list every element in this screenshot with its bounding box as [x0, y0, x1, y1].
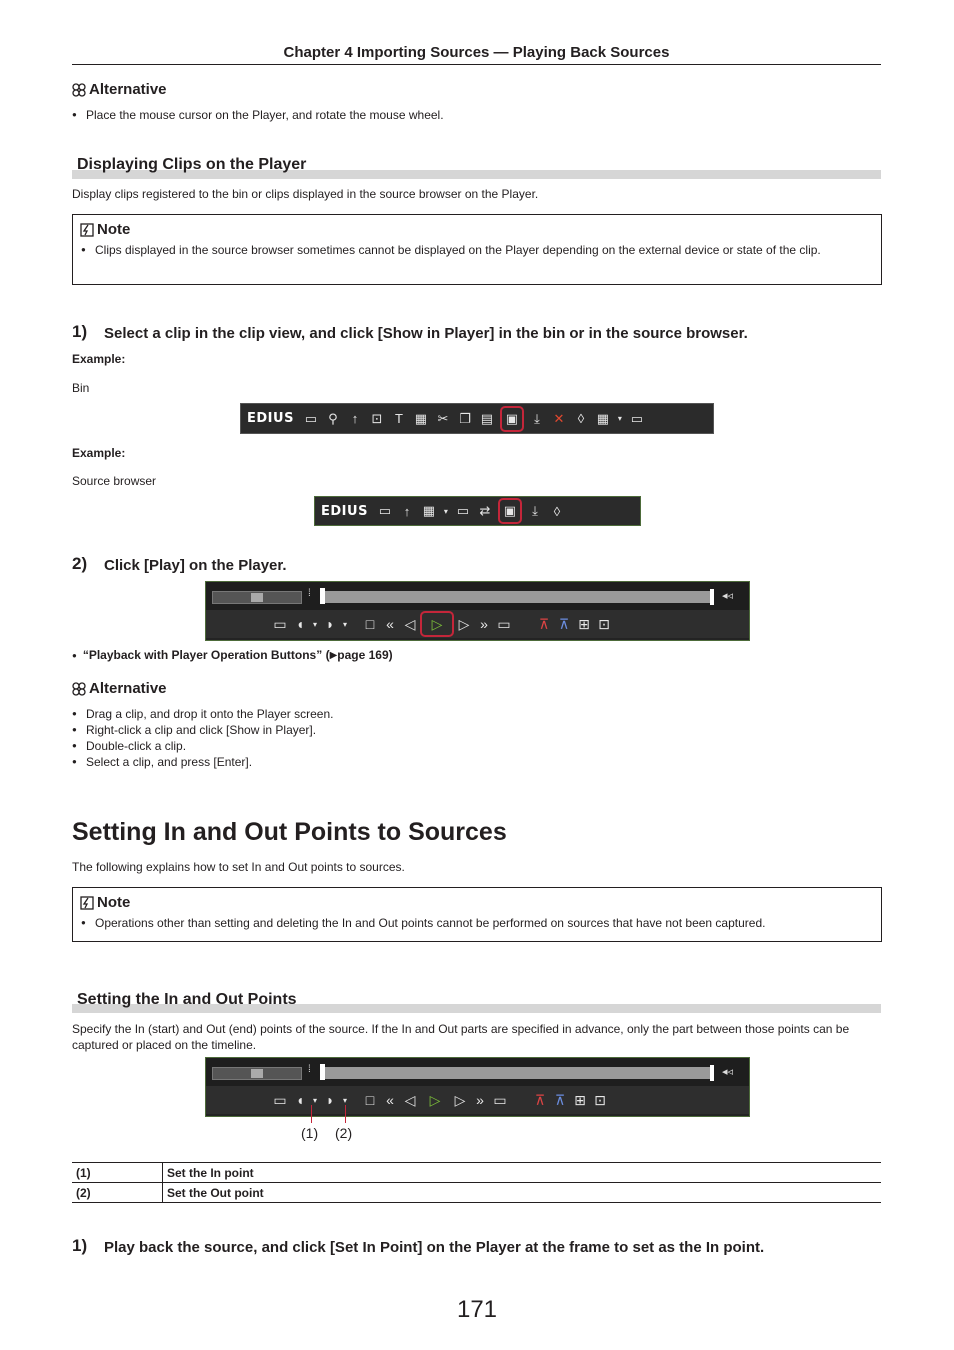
table-row — [72, 1183, 881, 1203]
copy-icon[interactable]: ❐ — [459, 410, 471, 426]
reference-page[interactable]: page 169) — [337, 648, 393, 662]
loop-playback-button[interactable]: ▭ — [497, 615, 511, 632]
jog-slider[interactable] — [212, 591, 302, 604]
player-panel — [205, 1057, 750, 1117]
show-in-player-icon[interactable]: ▣ — [500, 406, 524, 432]
section-intro: Specify the In (start) and Out (end) points of the source. If the In and Out parts are specified in advance, only the part between those points can be captured or placed on the timeline. — [72, 1022, 850, 1052]
chevron-down-icon[interactable]: ▾ — [342, 1095, 347, 1105]
end-marker — [710, 589, 714, 605]
edius-logo: EDIUS — [321, 503, 368, 519]
bullet: ● — [72, 650, 77, 660]
note-box — [72, 887, 882, 942]
callout-line — [311, 1105, 312, 1123]
stop-button[interactable]: □ — [365, 1092, 375, 1108]
rewind-button[interactable]: « — [386, 1092, 394, 1108]
section-title: Displaying Clips on the Player — [77, 156, 307, 173]
step-number: 1) — [72, 322, 88, 341]
play-button[interactable]: ▷ — [420, 611, 454, 637]
alternative-heading — [72, 81, 167, 98]
delete-icon[interactable]: ✕ — [553, 410, 565, 426]
table-row — [72, 1163, 881, 1183]
alternative-title: Alternative — [89, 81, 167, 98]
cut-icon[interactable]: ✂ — [437, 410, 449, 426]
rewind-button[interactable]: « — [386, 616, 394, 632]
list-item: ● Place the mouse cursor on the Player, and rotate the mouse wheel. — [72, 107, 872, 123]
sync-icon[interactable]: ⊡ — [594, 1091, 606, 1108]
set-in-point-button[interactable]: ◖ — [295, 1092, 305, 1108]
playhead[interactable] — [320, 1064, 325, 1080]
properties-icon[interactable]: ◊ — [553, 503, 561, 519]
audio-icon[interactable]: ◂◃ — [722, 590, 734, 602]
list-item: ● Operations other than setting and deleting the In and Out points cannot be performed on sources that have not been captured. — [81, 915, 869, 931]
list-item: ● Double-click a clip. — [72, 738, 872, 754]
source-browser-toolbar — [314, 496, 641, 526]
next-frame-button[interactable]: ▷ — [458, 615, 470, 632]
table-cell: Set the Out point — [163, 1183, 882, 1203]
properties-icon[interactable]: ◊ — [577, 411, 585, 426]
note-box — [72, 214, 882, 285]
chevron-down-icon[interactable]: ▾ — [312, 619, 317, 629]
alternative-icon — [72, 682, 86, 696]
bin-toolbar — [240, 403, 714, 434]
paste-icon[interactable]: ▤ — [480, 410, 494, 426]
color-bar-icon[interactable]: ▦ — [414, 410, 428, 426]
folder-icon[interactable]: ▭ — [304, 410, 318, 426]
up-folder-icon[interactable]: ↑ — [403, 503, 411, 519]
chevron-down-icon[interactable]: ▾ — [617, 414, 622, 423]
section-intro: Display clips registered to the bin or clips displayed in the source browser on the Player. — [72, 187, 539, 201]
callout-label: (2) — [335, 1125, 353, 1141]
playhead[interactable] — [320, 588, 325, 604]
previous-frame-button[interactable]: ◁ — [404, 615, 416, 632]
edius-logo: EDIUS — [247, 411, 294, 426]
fast-forward-button[interactable]: » — [476, 1092, 484, 1108]
title-icon[interactable]: T — [394, 411, 403, 426]
alternative-icon — [72, 83, 86, 97]
reference-text[interactable]: “Playback with Player Operation Buttons” ( — [82, 648, 330, 662]
insert-to-timeline-button[interactable]: ⊼ — [538, 615, 550, 632]
step-text: Play back the source, and click [Set In Point] on the Player at the frame to set as the In point. — [104, 1239, 765, 1256]
set-in-point-button[interactable]: ◖ — [295, 616, 305, 632]
fast-forward-button[interactable]: » — [480, 616, 488, 632]
note-title: Note — [97, 894, 131, 911]
previous-frame-button[interactable]: ◁ — [404, 1091, 416, 1108]
table-cell: (1) — [72, 1163, 163, 1183]
note-heading — [80, 894, 881, 911]
in-marker-icon: ⁞ — [308, 1064, 311, 1075]
jog-handle[interactable] — [251, 593, 263, 602]
player-timeline-row — [206, 1058, 749, 1086]
add-to-timeline-icon[interactable]: ⤓ — [534, 410, 540, 426]
overwrite-to-timeline-button[interactable]: ⊼ — [554, 1091, 566, 1108]
header-rule — [72, 64, 881, 65]
section-intro: The following explains how to set In and Out points to sources. — [72, 860, 405, 874]
player-panel — [205, 581, 750, 641]
play-button[interactable]: ▷ — [429, 1091, 441, 1108]
match-frame-icon[interactable]: ▭ — [273, 1091, 287, 1108]
jog-slider[interactable] — [212, 1067, 302, 1080]
chevron-down-icon[interactable]: ▾ — [342, 619, 347, 629]
set-out-point-button[interactable]: ◗ — [325, 1092, 335, 1108]
player-timeline-row — [206, 582, 749, 610]
note-list — [81, 915, 869, 931]
export-menu-button[interactable]: ⊞ — [578, 615, 590, 632]
view-mode-icon[interactable]: ▦ — [596, 410, 610, 426]
batch-icon[interactable]: ▭ — [630, 410, 644, 426]
note-icon — [80, 896, 94, 910]
callout-label: (1) — [301, 1125, 319, 1141]
reference-link[interactable] — [72, 648, 393, 662]
table-cell: Set the In point — [163, 1163, 882, 1183]
note-title: Note — [97, 221, 131, 238]
example-caption: Bin — [72, 381, 90, 395]
alternative-title: Alternative — [89, 680, 167, 697]
alternative-heading — [72, 680, 167, 697]
list-item: ● Right-click a clip and click [Show in Player]. — [72, 722, 872, 738]
export-menu-button[interactable]: ⊞ — [574, 1091, 586, 1108]
jog-handle[interactable] — [251, 1069, 263, 1078]
page-number: 171 — [456, 1296, 498, 1323]
callout-line — [345, 1105, 346, 1123]
note-icon — [80, 223, 94, 237]
step-text: Select a clip in the clip view, and click [Show in Player] in the bin or in the source browser. — [104, 325, 748, 342]
sync-icon[interactable]: ⊡ — [598, 615, 610, 632]
player-controls — [206, 1086, 749, 1114]
search-icon[interactable]: ⚲ — [328, 410, 338, 426]
transfer-icon[interactable]: ⇄ — [479, 503, 491, 518]
example-caption: Source browser — [72, 474, 157, 488]
loop-playback-button[interactable]: ▭ — [493, 1091, 507, 1108]
alternative-list — [72, 706, 872, 770]
chevron-down-icon[interactable]: ▾ — [443, 506, 448, 516]
example-label: Example: — [72, 446, 126, 460]
chevron-down-icon[interactable]: ▾ — [312, 1095, 317, 1105]
end-marker — [710, 1065, 714, 1081]
page-heading: Setting In and Out Points to Sources — [72, 818, 507, 846]
step-number: 2) — [72, 554, 88, 573]
overwrite-to-timeline-button[interactable]: ⊼ — [558, 615, 570, 632]
position-bar[interactable] — [320, 1067, 712, 1079]
in-marker-icon: ⁞ — [308, 588, 311, 599]
set-out-point-button[interactable]: ◗ — [325, 616, 335, 632]
section-title: Setting the In and Out Points — [77, 991, 297, 1008]
audio-icon[interactable]: ◂◃ — [722, 1066, 734, 1078]
table-cell: (2) — [72, 1183, 163, 1203]
add-to-timeline-icon[interactable]: ⤓ — [532, 503, 538, 518]
new-folder-icon[interactable]: ⊡ — [371, 410, 383, 426]
note-heading — [80, 221, 881, 238]
position-bar[interactable] — [320, 591, 712, 603]
step-number: 1) — [72, 1236, 88, 1255]
stop-button[interactable]: □ — [365, 616, 375, 632]
insert-to-timeline-button[interactable]: ⊼ — [534, 1091, 546, 1108]
folder-icon[interactable]: ▭ — [378, 503, 392, 518]
window-icon[interactable]: ▭ — [456, 503, 470, 518]
alternative-list — [72, 107, 872, 123]
list-item: ● Clips displayed in the source browser sometimes cannot be displayed on the Player depending on the external device or state of the clip. — [81, 242, 869, 258]
note-list — [81, 242, 869, 258]
step-text: Click [Play] on the Player. — [104, 557, 287, 574]
page-arrow-icon: ▶ — [329, 649, 338, 661]
chapter-header: Chapter 4 Importing Sources — Playing Back Sources — [283, 44, 670, 61]
player-controls — [206, 610, 749, 638]
next-frame-button[interactable]: ▷ — [454, 1091, 466, 1108]
list-item: ● Select a clip, and press [Enter]. — [72, 754, 872, 770]
match-frame-icon[interactable]: ▭ — [273, 615, 287, 632]
up-folder-icon[interactable]: ↑ — [351, 411, 359, 426]
show-in-player-icon[interactable]: ▣ — [498, 498, 522, 524]
callout-table — [72, 1162, 881, 1203]
list-item: ● Drag a clip, and drop it onto the Player screen. — [72, 706, 872, 722]
example-label: Example: — [72, 352, 126, 366]
view-mode-icon[interactable]: ▦ — [422, 503, 436, 518]
